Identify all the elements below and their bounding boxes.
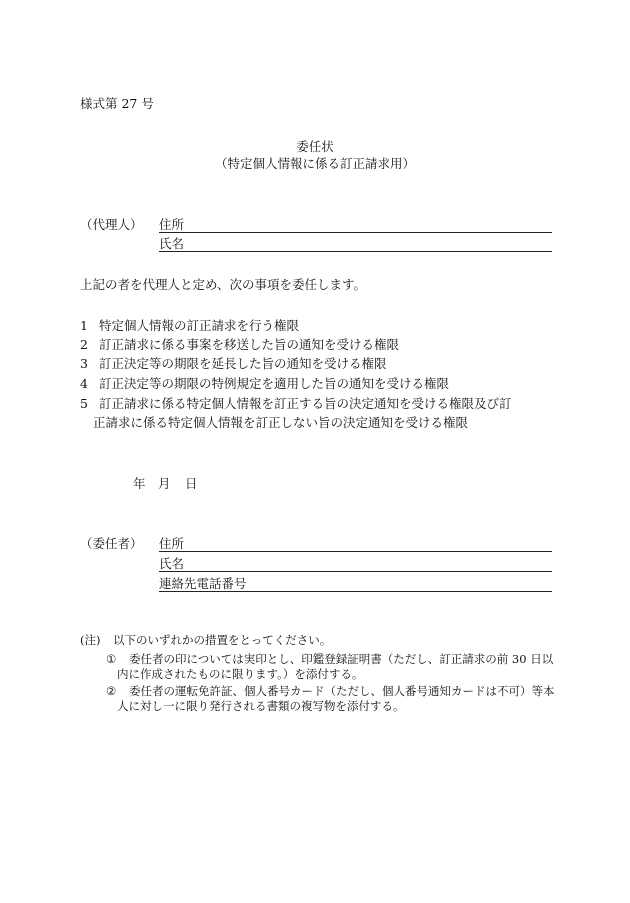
form-number: 様式第 27 号 <box>80 96 154 111</box>
notes-intro: 以下のいずれかの措置をとってください。 <box>113 633 332 647</box>
authority-number-5: 5 <box>80 396 88 411</box>
authority-text-4: 訂正決定等の期限の特例規定を適用した旨の通知を受ける権限 <box>99 376 450 391</box>
authority-number-2: 2 <box>80 337 88 352</box>
document-subtitle: （特定個人情報に係る訂正請求用） <box>214 156 415 171</box>
date-month-label: 月 <box>158 476 171 491</box>
authority-text-2: 訂正請求に係る事案を移送した旨の通知を受ける権限 <box>99 337 400 352</box>
principal-address-label: 住所 <box>159 536 185 551</box>
note-2-line-1: 委任者の運転免許証、個人番号カード（ただし、個人番号通知カードは不可）等本 <box>129 684 555 698</box>
note-1-line-1: 委任者の印については実印とし、印鑑登録証明書（ただし、訂正請求の前 30 日以 <box>129 652 554 666</box>
authority-text-3: 訂正決定等の期限を延長した旨の通知を受ける権限 <box>99 356 387 371</box>
authority-text-5-continued: 正請求に係る特定個人情報を訂正しない旨の決定通知を受ける権限 <box>93 415 469 430</box>
agent-name-field[interactable] <box>159 251 552 252</box>
principal-name-label: 氏名 <box>159 556 185 571</box>
document-title: 委任状 <box>296 139 334 154</box>
principal-label: （委任者） <box>80 536 143 551</box>
authority-number-4: 4 <box>80 376 88 391</box>
principal-phone-field[interactable] <box>159 591 552 592</box>
agent-address-label: 住所 <box>159 217 185 232</box>
date-year-label: 年 <box>133 476 146 491</box>
agent-address-field[interactable] <box>159 232 552 233</box>
authority-number-1: 1 <box>80 318 88 333</box>
note-marker-1: ① <box>106 652 117 666</box>
agent-label: （代理人） <box>80 217 143 232</box>
principal-phone-label: 連絡先電話番号 <box>159 576 247 591</box>
note-2-line-2: 人に対し一に限り発行される書類の複写物を添付する。 <box>117 699 405 713</box>
note-1-line-2: 内に作成されたものに限ります。）を添付する。 <box>117 667 364 681</box>
notes-label: (注) <box>80 633 101 647</box>
agent-name-label: 氏名 <box>159 236 185 251</box>
authority-text-1: 特定個人情報の訂正請求を行う権限 <box>99 318 300 333</box>
authority-text-5: 訂正請求に係る特定個人情報を訂正する旨の決定通知を受ける権限及び訂 <box>99 396 512 411</box>
principal-address-field[interactable] <box>159 551 552 552</box>
principal-name-field[interactable] <box>159 571 552 572</box>
delegation-statement: 上記の者を代理人と定め、次の事項を委任します。 <box>80 277 367 292</box>
note-marker-2: ② <box>106 684 117 698</box>
authority-number-3: 3 <box>80 356 88 371</box>
date-day-label: 日 <box>185 476 198 491</box>
